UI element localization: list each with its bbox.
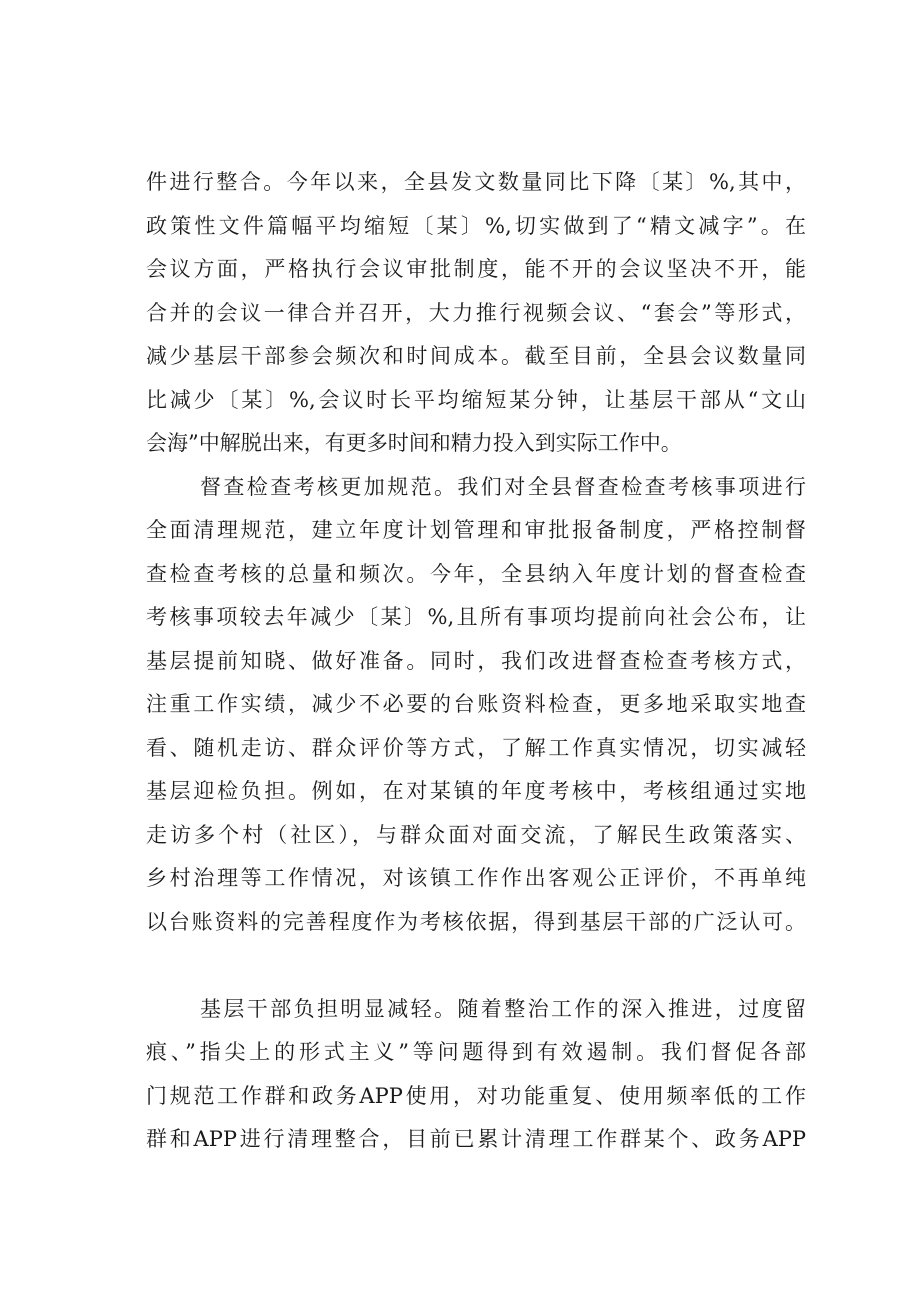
text-line: 会海”中解脱出来，有更多时间和精力投入到实际工作中。 [146,431,682,455]
text-line: 注重工作实绩，减少不必要的台账资料检查，更多地采取实地查 [146,692,806,716]
text-line: 以台账资料的完善程度作为考核依据，得到基层干部的广泛认可。 [146,909,806,934]
paragraph-inspection [146,466,806,988]
body-text [146,161,806,1162]
text-line: 痕、”指尖上的形式主义”等问题得到有效遏制。我们督促各部 [146,1040,806,1064]
text-line: 走访多个村（社区），与群众面对面交流，了解民生政策落实、 [146,822,806,847]
text-line: 基层干部负担明显减轻。随着整治工作的深入推进，过度留 [200,996,806,1021]
text-line: 基层提前知晓、做好准备。同时，我们改进督查检查考核方式， [146,648,806,673]
text-line: 门规范工作群和政务APP使用，对功能重复、使用频率低的工作 [146,1083,806,1108]
text-line: 比减少〔某〕%,会议时长平均缩短某分钟，让基层干部从“文山 [146,387,806,412]
text-line: 件进行整合。今年以来，全县发文数量同比下降〔某〕%,其中， [146,170,806,194]
paragraph-meetings [146,161,806,466]
text-line: 督查检查考核更加规范。我们对全县督查检查考核事项进行 [200,474,806,499]
text-line: 查检查考核的总量和频次。今年，全县纳入年度计划的督查检查 [146,561,806,586]
text-line: 乡村治理等工作情况，对该镇工作作出客观公正评价，不再单纯 [146,866,806,890]
text-line: 政策性文件篇幅平均缩短〔某〕%,切实做到了“精文减字”。在 [146,213,806,238]
text-line: 群和APP进行清理整合，目前已累计清理工作群某个、政务APP [146,1127,806,1151]
text-line [146,944,806,988]
text-line: 减少基层干部参会频次和时间成本。截至目前，全县会议数量同 [146,344,806,368]
text-line: 考核事项较去年减少〔某〕%,且所有事项均提前向社会公布，让 [146,605,806,629]
text-line: 会议方面，严格执行会议审批制度，能不开的会议坚决不开，能 [146,257,806,281]
text-line: 看、随机走访、群众评价等方式，了解工作真实情况，切实减轻 [146,735,806,760]
paragraph-burden [146,988,806,1162]
text-line: 合并的会议一律合并召开，大力推行视频会议、“套会”等形式， [146,300,806,325]
text-line: 基层迎检负担。例如，在对某镇的年度考核中，考核组通过实地 [146,779,806,803]
text-line: 全面清理规范，建立年度计划管理和审批报备制度，严格控制督 [146,518,806,542]
